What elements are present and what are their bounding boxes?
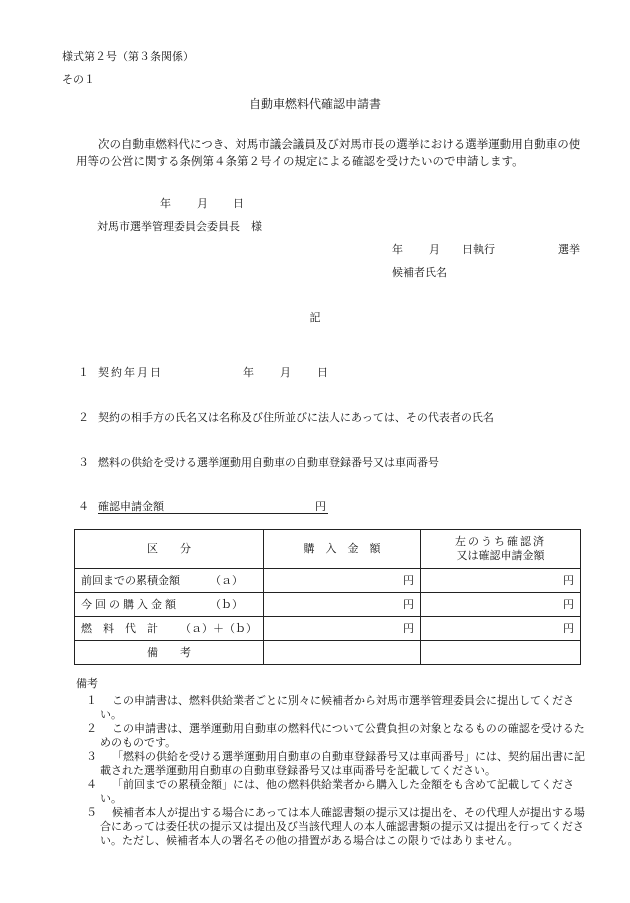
header-confirmed-amount — [421, 530, 581, 569]
row-label — [75, 569, 264, 593]
form-sub-number: その１ — [62, 73, 95, 86]
table-row — [75, 569, 581, 593]
notes-heading: 備考 — [76, 677, 98, 690]
item-1-label: 契約年月日 — [98, 366, 163, 379]
item-1-day: 日 — [317, 366, 328, 379]
item-2-number: ２ — [78, 411, 89, 424]
row-remarks-label: 備 考 — [75, 641, 264, 665]
row-remarks-value[interactable] — [264, 641, 421, 665]
header-confirmed-line1: 左のうち確認済 — [455, 535, 546, 548]
table-row — [75, 641, 581, 665]
row-confirmed-amount[interactable]: 円 — [421, 593, 581, 617]
row-purchase-amount[interactable]: 円 — [264, 617, 421, 641]
item-1-number: １ — [78, 366, 89, 379]
document-title: 自動車燃料代確認申請書 — [248, 97, 381, 111]
item-4-label: 確認申請金額 — [98, 500, 164, 513]
item-1-month: 月 — [280, 366, 291, 379]
table-row — [75, 617, 581, 641]
candidate-name-label: 候補者氏名 — [392, 266, 447, 279]
row-remarks-value[interactable] — [421, 641, 581, 665]
row-label-text: 前回までの累積金額 — [81, 573, 180, 587]
election-year: 年 — [392, 243, 403, 256]
election-label: 選挙 — [558, 243, 580, 256]
note-number: ５ — [86, 806, 97, 819]
item-3-number: ３ — [78, 456, 89, 469]
form-number: 様式第２号（第３条関係） — [62, 50, 194, 63]
date-month: 月 — [197, 197, 208, 210]
ki-label: 記 — [309, 311, 321, 324]
header-purchase-amount: 購 入 金 額 — [264, 530, 421, 569]
note-text: 「燃料の供給を受ける選挙運動用自動車の自動車登録番号又は車両番号」には、契約届出書に記載された選挙運動用自動車の自動車登録番号又は車両番号を記載してください。 — [100, 750, 585, 777]
item-1-year: 年 — [243, 366, 254, 379]
row-label-text: 今回の購入金額 — [81, 597, 179, 611]
note-number: ３ — [86, 750, 97, 763]
table-header-row — [75, 530, 581, 569]
row-confirmed-amount[interactable]: 円 — [421, 617, 581, 641]
note-text: 候補者本人が提出する場合にあっては本人確認書類の提示又は提出を、その代理人が提出する場合にあっては委任状の提示又は提出及び当該代理人の本人確認書類の提示又は提出を行ってください。ただし、候補者本人の署名その他の措置がある場合はこの限りではありません。 — [100, 806, 585, 847]
election-month: 月 — [429, 243, 440, 256]
item-4-underline — [98, 513, 328, 514]
addressee: 対馬市選挙管理委員会委員長 様 — [97, 220, 262, 233]
intro-paragraph: 次の自動車燃料代につき、対馬市議会議員及び対馬市長の選挙における選挙運動用自動車の使用等の公営に関する条例第４条第２号イの規定による確認を受けたいので申請します。 — [76, 137, 581, 168]
header-confirmed-line2: 又は確認申請金額 — [456, 549, 545, 562]
row-label-text: 燃 料 代 計 — [81, 621, 158, 635]
row-label-code: （ａ）＋（ｂ） — [180, 621, 257, 635]
row-label-code: （ａ） — [210, 573, 243, 587]
item-2-label: 契約の相手方の氏名又は名称及び住所並びに法人にあっては、その代表者の氏名 — [98, 411, 494, 424]
row-label — [75, 593, 264, 617]
row-purchase-amount[interactable]: 円 — [264, 569, 421, 593]
candidate-name-field[interactable] — [458, 262, 583, 282]
note-text: 「前回までの累積金額」には、他の燃料供給業者から購入した金額をも含めて記載してください。 — [100, 778, 574, 805]
row-purchase-amount[interactable]: 円 — [264, 593, 421, 617]
note-text: この申請書は、選挙運動用自動車の燃料代について公費負担の対象となるものの確認を受けるためのものです。 — [100, 722, 585, 749]
header-category: 区 分 — [75, 530, 264, 569]
note-number: ２ — [86, 722, 97, 735]
date-year: 年 — [160, 197, 171, 210]
item-3-label: 燃料の供給を受ける選挙運動用自動車の自動車登録番号又は車両番号 — [98, 456, 439, 469]
amount-table — [74, 529, 581, 665]
note-number: ４ — [86, 778, 97, 791]
note-number: １ — [86, 694, 97, 707]
election-day-exec: 日執行 — [462, 243, 495, 256]
table-row — [75, 593, 581, 617]
row-confirmed-amount[interactable]: 円 — [421, 569, 581, 593]
row-label — [75, 617, 264, 641]
row-label-code: （ｂ） — [210, 597, 243, 611]
item-4-unit: 円 — [315, 500, 326, 513]
date-day: 日 — [233, 197, 244, 210]
note-text: この申請書は、燃料供給業者ごとに別々に候補者から対馬市選挙管理委員会に提出してください。 — [100, 694, 574, 721]
item-4-number: ４ — [78, 500, 89, 513]
